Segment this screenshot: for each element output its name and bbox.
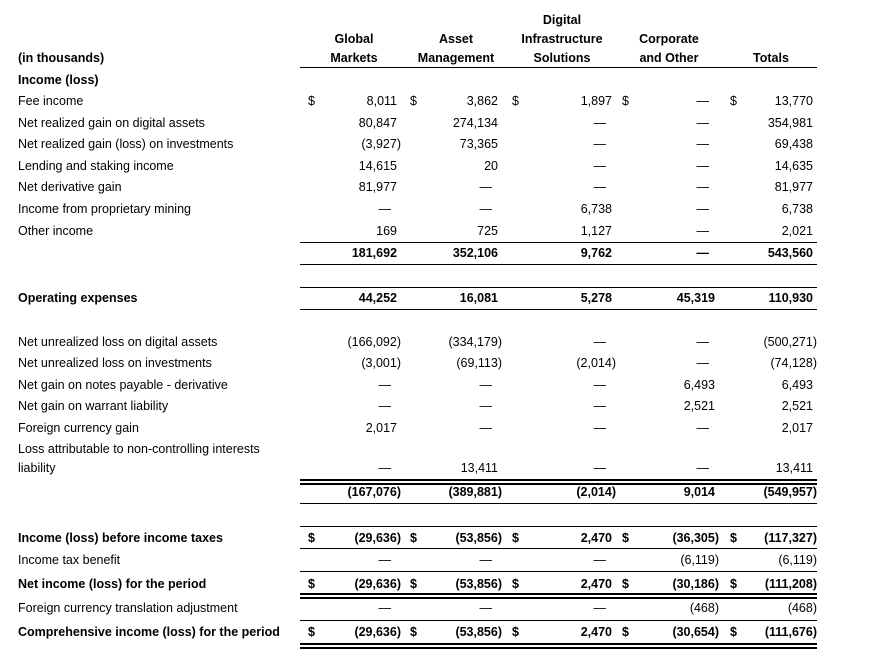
column-header-gm: Global — [334, 32, 374, 46]
cell-net-unrealized-loss-digital-assets-am: (334,179) — [448, 335, 502, 349]
currency-symbol: $ — [622, 94, 629, 108]
cell-operating-expenses-dis: 5,278 — [580, 291, 612, 305]
cell-net-realized-gain-digital-assets-gm: 80,847 — [358, 116, 397, 130]
currency-symbol: $ — [622, 625, 629, 639]
cell-net-income-dis: 2,470 — [580, 577, 612, 591]
cell-fx-translation-adjustment-gm: — — [378, 601, 391, 615]
cell-other-income-dis: 1,127 — [580, 224, 612, 238]
cell-income-proprietary-mining-gm: — — [378, 202, 391, 216]
rule-above-operating-expenses — [300, 287, 817, 288]
rule-above-net-income — [300, 571, 817, 572]
column-header-gm: Markets — [330, 51, 378, 65]
cell-income-before-taxes-am: (53,856) — [455, 531, 502, 545]
cell-net-derivative-gain-am: — — [479, 180, 492, 194]
row-label-net-realized-gain-digital-assets: Net realized gain on digital assets — [18, 116, 205, 130]
cell-income-tax-benefit-dis: — — [593, 553, 606, 567]
cell-net-realized-gain-investments-co: — — [696, 137, 709, 151]
currency-symbol: $ — [622, 577, 629, 591]
cell-comprehensive-income-tot: (111,676) — [764, 625, 817, 639]
cell-income-proprietary-mining-am: — — [479, 202, 492, 216]
cell-income-subtotal-co: — — [696, 246, 709, 260]
cell-income-proprietary-mining-dis: 6,738 — [580, 202, 612, 216]
cell-foreign-currency-gain-gm: 2,017 — [365, 421, 397, 435]
cell-net-gain-warrant-liability-gm: — — [378, 399, 391, 413]
row-label-foreign-currency-gain: Foreign currency gain — [18, 421, 139, 435]
cell-income-before-taxes-gm: (29,636) — [354, 531, 401, 545]
cell-fx-translation-adjustment-am: — — [479, 601, 492, 615]
cell-foreign-currency-gain-co: — — [696, 421, 709, 435]
cell-net-realized-gain-investments-am: 73,365 — [459, 137, 498, 151]
currency-symbol: $ — [410, 531, 417, 545]
row-label-fee-income: Fee income — [18, 94, 84, 108]
cell-net-unrealized-loss-digital-assets-dis: — — [593, 335, 606, 349]
cell-net-realized-gain-digital-assets-co: — — [696, 116, 709, 130]
cell-lending-staking-income-gm: 14,615 — [358, 159, 397, 173]
cell-net-derivative-gain-co: — — [696, 180, 709, 194]
currency-symbol: $ — [512, 577, 519, 591]
double-rule-above-other-subtotal — [300, 479, 817, 485]
row-label-loss-non-controlling-interests-cont: liability — [18, 461, 56, 475]
column-header-co: and Other — [639, 51, 699, 65]
cell-net-unrealized-loss-investments-dis: (2,014) — [576, 356, 616, 370]
currency-symbol: $ — [512, 94, 519, 108]
cell-net-unrealized-loss-investments-gm: (3,001) — [361, 356, 401, 370]
row-label-net-unrealized-loss-investments: Net unrealized loss on investments — [18, 356, 212, 370]
cell-net-unrealized-loss-investments-am: (69,113) — [456, 356, 502, 370]
cell-operating-expenses-gm: 44,252 — [358, 291, 397, 305]
cell-net-gain-notes-payable-co: 6,493 — [683, 378, 715, 392]
row-label-operating-expenses: Operating expenses — [18, 291, 138, 305]
cell-loss-non-controlling-interests-co: — — [696, 461, 709, 475]
row-label-fx-translation-adjustment: Foreign currency translation adjustment — [18, 601, 238, 615]
cell-income-before-taxes-tot: (117,327) — [764, 531, 817, 545]
cell-other-income-tot: 2,021 — [781, 224, 813, 238]
cell-net-derivative-gain-gm: 81,977 — [358, 180, 397, 194]
cell-loss-non-controlling-interests-am: 13,411 — [460, 461, 498, 475]
cell-income-subtotal-gm: 181,692 — [351, 246, 397, 260]
currency-symbol: $ — [308, 531, 315, 545]
cell-net-gain-warrant-liability-co: 2,521 — [683, 399, 715, 413]
cell-income-subtotal-dis: 9,762 — [580, 246, 612, 260]
cell-fee-income-gm: 8,011 — [366, 94, 397, 108]
row-label-lending-staking-income: Lending and staking income — [18, 159, 174, 173]
cell-other-subtotal-gm: (167,076) — [347, 485, 401, 499]
cell-net-gain-notes-payable-gm: — — [378, 378, 391, 392]
rule-above-income-subtotal — [300, 242, 817, 243]
currency-symbol: $ — [622, 531, 629, 545]
cell-net-unrealized-loss-digital-assets-gm: (166,092) — [347, 335, 401, 349]
cell-net-realized-gain-digital-assets-am: 274,134 — [452, 116, 498, 130]
currency-symbol: $ — [308, 94, 315, 108]
cell-operating-expenses-tot: 110,930 — [768, 291, 813, 305]
cell-foreign-currency-gain-am: — — [479, 421, 492, 435]
cell-other-subtotal-am: (389,881) — [448, 485, 502, 499]
column-header-co: Corporate — [639, 32, 699, 46]
cell-net-unrealized-loss-investments-tot: (74,128) — [770, 356, 817, 370]
column-header-dis: Solutions — [533, 51, 591, 65]
column-header-tot: Totals — [753, 51, 789, 65]
cell-foreign-currency-gain-tot: 2,017 — [781, 421, 813, 435]
rule-below-operating-expenses — [300, 309, 817, 310]
row-label-other-income: Other income — [18, 224, 94, 238]
units-label: (in thousands) — [18, 51, 105, 65]
currency-symbol: $ — [410, 94, 417, 108]
cell-lending-staking-income-co: — — [696, 159, 709, 173]
cell-net-gain-notes-payable-dis: — — [593, 378, 606, 392]
cell-comprehensive-income-co: (30,654) — [672, 625, 719, 639]
double-rule-below-net-income — [300, 593, 817, 599]
cell-fx-translation-adjustment-co: (468) — [689, 601, 719, 615]
header-underline — [300, 67, 817, 68]
cell-fee-income-am: 3,862 — [466, 94, 498, 108]
cell-income-subtotal-tot: 543,560 — [767, 246, 813, 260]
cell-net-realized-gain-digital-assets-tot: 354,981 — [767, 116, 813, 130]
cell-income-before-taxes-dis: 2,470 — [580, 531, 612, 545]
cell-loss-non-controlling-interests-gm: — — [378, 461, 391, 475]
currency-symbol: $ — [512, 531, 519, 545]
cell-lending-staking-income-dis: — — [593, 159, 606, 173]
cell-loss-non-controlling-interests-dis: — — [593, 461, 606, 475]
cell-other-subtotal-co: 9,014 — [683, 485, 715, 499]
currency-symbol: $ — [308, 577, 315, 591]
cell-net-derivative-gain-tot: 81,977 — [774, 180, 813, 194]
cell-comprehensive-income-dis: 2,470 — [580, 625, 612, 639]
cell-net-realized-gain-investments-dis: — — [593, 137, 606, 151]
cell-lending-staking-income-am: 20 — [484, 159, 498, 173]
cell-net-income-tot: (111,208) — [764, 577, 817, 591]
cell-lending-staking-income-tot: 14,635 — [774, 159, 813, 173]
cell-operating-expenses-co: 45,319 — [676, 291, 715, 305]
double-rule-below-comprehensive-income — [300, 643, 817, 649]
currency-symbol: $ — [410, 625, 417, 639]
cell-net-income-gm: (29,636) — [354, 577, 401, 591]
column-header-dis: Digital — [542, 13, 582, 27]
rule-above-income-before-taxes — [300, 526, 817, 527]
column-header-am: Management — [417, 51, 495, 65]
cell-income-proprietary-mining-co: — — [696, 202, 709, 216]
cell-net-gain-warrant-liability-am: — — [479, 399, 492, 413]
cell-fee-income-dis: 1,897 — [580, 94, 612, 108]
cell-net-unrealized-loss-investments-co: — — [696, 356, 709, 370]
cell-income-proprietary-mining-tot: 6,738 — [781, 202, 813, 216]
rule-below-other-subtotal — [300, 503, 817, 504]
currency-symbol: $ — [730, 94, 737, 108]
cell-net-gain-warrant-liability-tot: 2,521 — [781, 399, 813, 413]
cell-net-income-am: (53,856) — [455, 577, 502, 591]
row-label-net-gain-notes-payable: Net gain on notes payable - derivative — [18, 378, 228, 392]
cell-net-unrealized-loss-digital-assets-tot: (500,271) — [763, 335, 817, 349]
cell-income-tax-benefit-tot: (6,119) — [778, 553, 817, 567]
cell-foreign-currency-gain-dis: — — [593, 421, 606, 435]
row-label-net-income: Net income (loss) for the period — [18, 577, 207, 591]
rule-below-income-subtotal — [300, 264, 817, 265]
cell-net-realized-gain-investments-tot: 69,438 — [774, 137, 813, 151]
cell-other-income-co: — — [696, 224, 709, 238]
cell-other-subtotal-dis: (2,014) — [576, 485, 616, 499]
row-label-income-before-taxes: Income (loss) before income taxes — [18, 531, 223, 545]
row-label-comprehensive-income: Comprehensive income (loss) for the period — [18, 625, 280, 639]
cell-income-tax-benefit-co: (6,119) — [680, 553, 719, 567]
row-label-net-gain-warrant-liability: Net gain on warrant liability — [18, 399, 169, 413]
cell-comprehensive-income-gm: (29,636) — [354, 625, 401, 639]
cell-net-gain-notes-payable-am: — — [479, 378, 492, 392]
cell-operating-expenses-am: 16,081 — [459, 291, 498, 305]
currency-symbol: $ — [410, 577, 417, 591]
cell-net-unrealized-loss-digital-assets-co: — — [696, 335, 709, 349]
rule-below-income-before-taxes — [300, 548, 817, 549]
rule-above-comprehensive-income — [300, 620, 817, 621]
row-label-income-tax-benefit: Income tax benefit — [18, 553, 121, 567]
cell-other-income-gm: 169 — [376, 224, 397, 238]
row-label-loss-non-controlling-interests: Loss attributable to non-controlling interests — [18, 442, 260, 456]
currency-symbol: $ — [730, 531, 737, 545]
currency-symbol: $ — [308, 625, 315, 639]
row-label-net-derivative-gain: Net derivative gain — [18, 180, 122, 194]
cell-income-subtotal-am: 352,106 — [452, 246, 498, 260]
column-header-am: Asset — [438, 32, 474, 46]
column-header-dis: Infrastructure — [521, 32, 603, 46]
cell-loss-non-controlling-interests-tot: 13,411 — [775, 461, 813, 475]
cell-income-before-taxes-co: (36,305) — [672, 531, 719, 545]
cell-fx-translation-adjustment-dis: — — [593, 601, 606, 615]
currency-symbol: $ — [512, 625, 519, 639]
cell-net-realized-gain-digital-assets-dis: — — [593, 116, 606, 130]
row-label-net-unrealized-loss-digital-assets: Net unrealized loss on digital assets — [18, 335, 218, 349]
cell-income-tax-benefit-gm: — — [378, 553, 391, 567]
cell-fee-income-tot: 13,770 — [774, 94, 813, 108]
cell-net-derivative-gain-dis: — — [593, 180, 606, 194]
row-label-income-proprietary-mining: Income from proprietary mining — [18, 202, 191, 216]
cell-net-gain-warrant-liability-dis: — — [593, 399, 606, 413]
cell-other-income-am: 725 — [477, 224, 498, 238]
cell-income-tax-benefit-am: — — [479, 553, 492, 567]
cell-net-gain-notes-payable-tot: 6,493 — [781, 378, 813, 392]
cell-other-subtotal-tot: (549,957) — [763, 485, 817, 499]
currency-symbol: $ — [730, 577, 737, 591]
currency-symbol: $ — [730, 625, 737, 639]
section-income-header: Income (loss) — [18, 73, 99, 87]
row-label-net-realized-gain-investments: Net realized gain (loss) on investments — [18, 137, 234, 151]
cell-comprehensive-income-am: (53,856) — [455, 625, 502, 639]
cell-net-income-co: (30,186) — [672, 577, 719, 591]
cell-fee-income-co: — — [696, 94, 709, 108]
cell-fx-translation-adjustment-tot: (468) — [787, 601, 817, 615]
cell-net-realized-gain-investments-gm: (3,927) — [361, 137, 401, 151]
